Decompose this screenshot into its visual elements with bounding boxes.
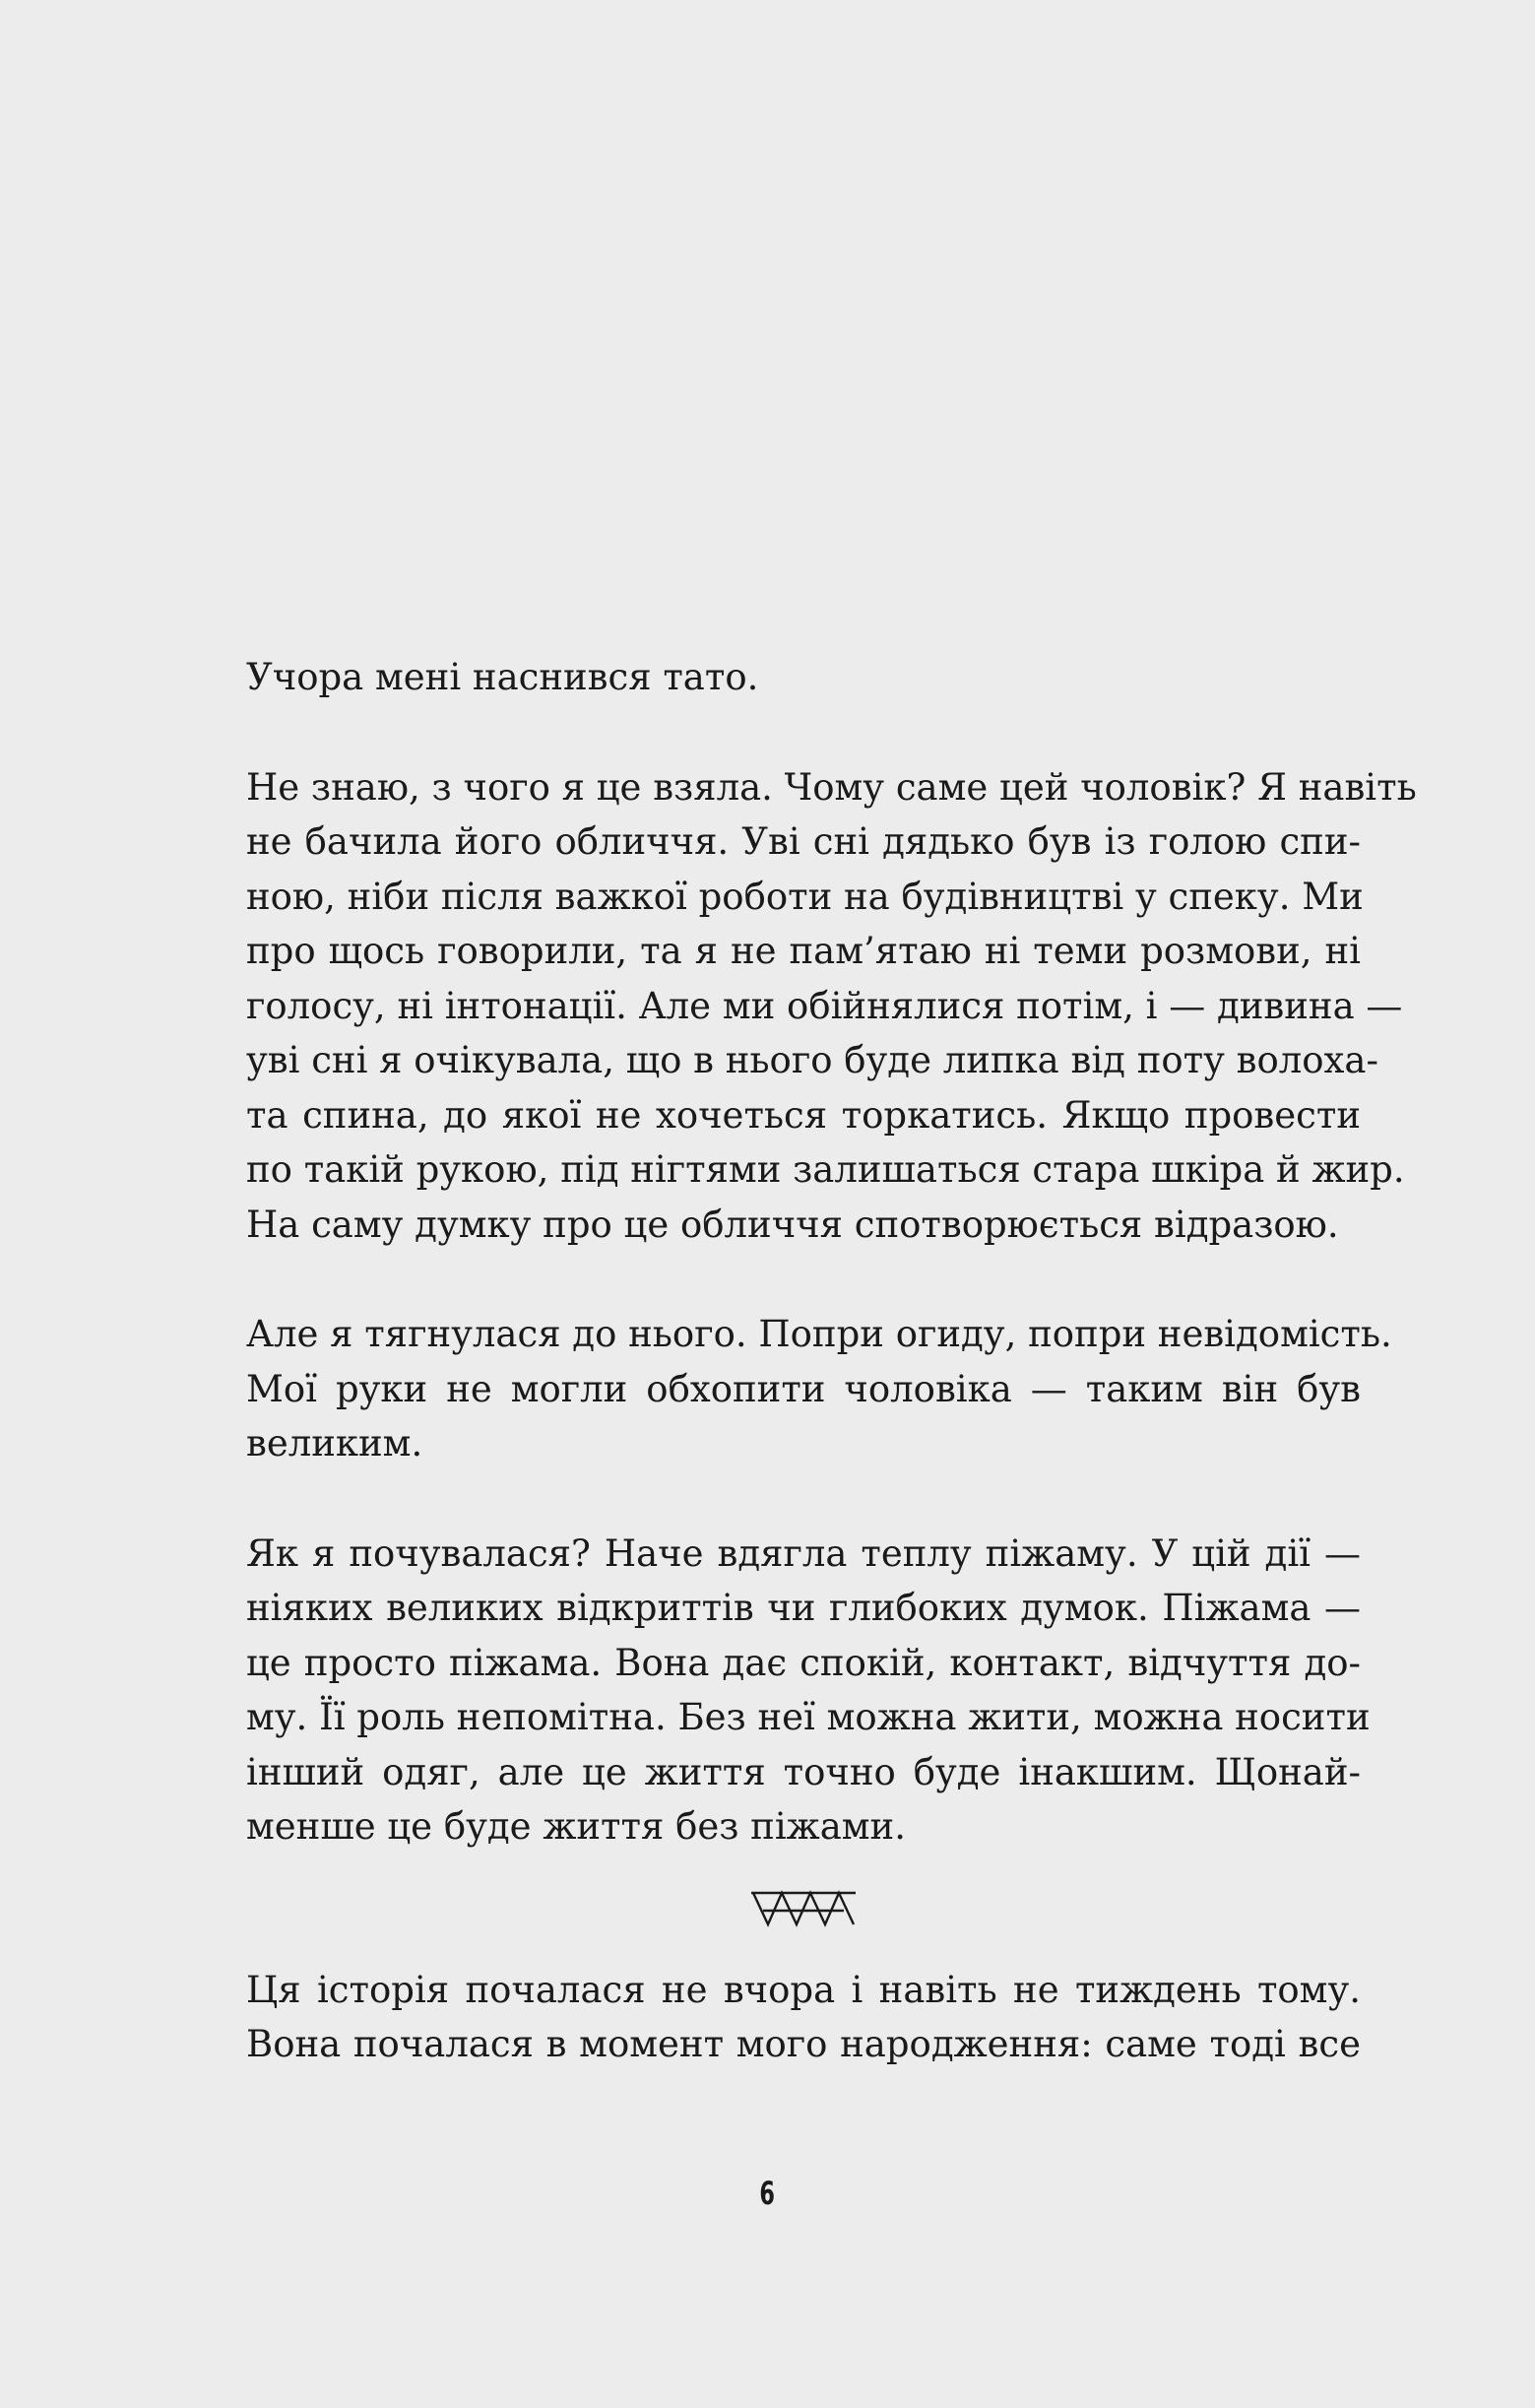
page-body [246, 650, 1417, 2072]
text-line: ною, ніби після важкої роботи на будівництві у спеку. Ми [246, 875, 1364, 918]
text-line: не бачила його обличчя. Уві сні дядько був із голою спи- [246, 820, 1361, 863]
text-line: по такій рукою, під нігтями залишаться стара шкіра й жир. [246, 1148, 1405, 1191]
paragraph-2 [246, 760, 1417, 1253]
text-line: про щось говорили, та я не пам’ятаю ні теми розмови, ні [246, 930, 1361, 972]
paragraph-3 [246, 1307, 1392, 1471]
text-line: Учора мені наснився тато. [246, 656, 759, 698]
text-line: це просто піжама. Вона дає спокій, контакт, відчуття до- [246, 1641, 1361, 1684]
section-separator [246, 1855, 1361, 1963]
triangle-ornament-icon [749, 1887, 858, 1930]
text-line: Як я почувалася? Наче вдягла теплу піжаму. У цій дії — [246, 1531, 1361, 1575]
paragraph-5 [246, 1963, 1361, 2072]
text-line: Не знаю, з чого я це взяла. Чому саме цей чоловік? Я навіть [246, 765, 1417, 809]
paragraph-4 [246, 1527, 1371, 1855]
text-line: голосу, ні інтонації. Але ми обійнялися потім, і — дивина — [246, 984, 1403, 1027]
text-line: На саму думку про це обличчя спотворюється відразою. [246, 1203, 1339, 1246]
text-line: та спина, до якої не хочеться торкатись. Якщо провести [246, 1093, 1361, 1137]
text-line: Мої руки не могли обхопити чоловіка — таким він був [246, 1367, 1361, 1410]
page-number: 6 [759, 2175, 776, 2212]
text-line: великим. [246, 1422, 423, 1464]
text-line: му. Її роль непомітна. Без неї можна жити, можна носити [246, 1696, 1371, 1738]
text-line: менше це буде життя без піжами. [246, 1805, 906, 1848]
paragraph-1 [246, 650, 1361, 705]
text-line: інший одяг, але це життя точно буде інакшим. Щонай- [246, 1750, 1361, 1793]
text-line: ніяких великих відкриттів чи глибоких думок. Піжама — [246, 1587, 1361, 1629]
text-line: Але я тягнулася до нього. Попри огиду, попри невідомість. [246, 1313, 1392, 1355]
text-line: уві сні я очікувала, що в нього буде липка від поту волоха- [246, 1039, 1378, 1081]
text-line: Вона почалася в момент мого народження: саме тоді все [246, 2023, 1361, 2065]
text-line: Ця історія почалася не вчора і навіть не тиждень тому. [246, 1968, 1361, 2011]
